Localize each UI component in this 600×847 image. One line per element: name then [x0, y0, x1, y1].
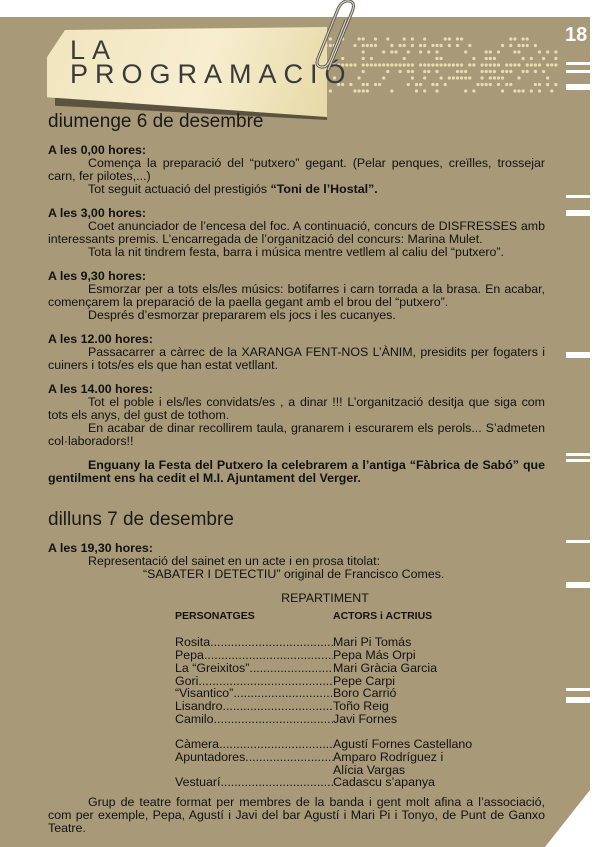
- closing-text: Grup de teatre format per membres de la banda i gent molt afina a l’associació, com per exemple, Pepa, Agustí i Javi del bar Agustí i Mari Pi i Tonyo, de Punt de Ganxo Teatre.: [48, 795, 545, 835]
- pattern-dot: [538, 63, 541, 66]
- pattern-dot: [501, 70, 504, 73]
- actors-header: ACTORS i ACTRIUS: [333, 609, 433, 622]
- pattern-dot: [489, 57, 492, 60]
- pattern-dot: [419, 44, 422, 47]
- pattern-dot: [468, 63, 471, 66]
- pattern-dot: [485, 57, 488, 60]
- pattern-dot: [427, 70, 430, 73]
- edge-tab: [566, 352, 590, 358]
- edge-tab: [566, 70, 590, 73]
- actor-name: Pepe Carpi: [333, 673, 395, 688]
- pattern-dot: [522, 57, 525, 60]
- actor-name: Mari Pi Tomás: [333, 635, 412, 650]
- pattern-dot: [554, 50, 557, 53]
- pattern-dot: [448, 76, 451, 79]
- pattern-dot: [431, 83, 434, 86]
- event-text: Comença la preparació del “putxero” gegant. (Pelar penques, creïlles, trossejar carn, fer pilotes,...): [48, 156, 545, 183]
- pattern-dot: [362, 70, 365, 73]
- pattern-dot: [394, 63, 397, 66]
- actor-name: Pepa Más Orpi: [333, 648, 416, 663]
- actor-name: Alícia Vargas: [333, 762, 406, 777]
- pattern-dot: [460, 37, 463, 40]
- role-name: Vestuarí: [175, 776, 221, 790]
- edge-tab: [566, 210, 590, 216]
- pattern-dot: [513, 37, 516, 40]
- dot-leader: [210, 636, 333, 649]
- pattern-dot: [517, 63, 520, 66]
- pattern-dot: [513, 89, 516, 92]
- day2-schedule: [48, 542, 545, 581]
- pattern-dot: [530, 57, 533, 60]
- pattern-dot: [526, 37, 529, 40]
- cast-row: [175, 751, 505, 764]
- pattern-dot: [374, 83, 377, 86]
- title-line-2: PROGRAMACIÓ: [70, 59, 353, 89]
- pattern-dot: [526, 44, 529, 47]
- pattern-dot: [423, 89, 426, 92]
- cast-row: [175, 662, 505, 675]
- pattern-dot: [427, 63, 430, 66]
- pattern-dot: [394, 50, 397, 53]
- dot-leader: [220, 776, 333, 789]
- pattern-dot: [468, 76, 471, 79]
- dot-leader: [233, 687, 333, 700]
- pattern-dot: [440, 44, 443, 47]
- venue-note: Enguany la Festa del Putxero la celebrarem a l’antiga “Fàbrica de Sabó” que gentilment ens ha cedit el M.I. Ajuntament del Verger.: [48, 458, 545, 485]
- actor-name: Amparo Rodríguez i: [333, 750, 444, 765]
- pattern-dot: [407, 70, 410, 73]
- pattern-dot: [378, 63, 381, 66]
- pattern-dot: [501, 76, 504, 79]
- role-name: Rosita: [175, 636, 211, 650]
- dot-leader: [204, 649, 333, 662]
- pattern-dot: [538, 50, 541, 53]
- pattern-dot: [440, 76, 443, 79]
- pattern-dot: [358, 89, 361, 92]
- pattern-dot: [452, 63, 455, 66]
- pattern-dot: [366, 63, 369, 66]
- pattern-dot: [472, 63, 475, 66]
- pattern-dot: [542, 70, 545, 73]
- pattern-dot: [509, 63, 512, 66]
- pattern-dot: [505, 70, 508, 73]
- pattern-dot: [390, 89, 393, 92]
- title-line-1: LA: [70, 35, 118, 65]
- pattern-dot: [485, 70, 488, 73]
- pattern-dot: [513, 63, 516, 66]
- pattern-dot: [423, 63, 426, 66]
- dot-leader: [245, 751, 333, 764]
- event-time: A les 9,30 hores:: [48, 269, 147, 283]
- pattern-dot: [386, 37, 389, 40]
- pattern-dot: [489, 63, 492, 66]
- pattern-dot: [374, 63, 377, 66]
- event-time: A les 12.00 hores:: [48, 332, 153, 346]
- pattern-dot: [522, 44, 525, 47]
- event-time: A les 0,00 hores:: [48, 143, 147, 157]
- role-name: Camilo: [175, 712, 214, 726]
- event-time: A les 3,00 hores:: [48, 206, 147, 220]
- pattern-dot: [481, 63, 484, 66]
- pattern-dot: [554, 57, 557, 60]
- pattern-dot: [427, 50, 430, 53]
- pattern-dot: [501, 89, 504, 92]
- pattern-dot: [485, 63, 488, 66]
- role-name: Càmera: [175, 738, 220, 752]
- pattern-dot: [403, 37, 406, 40]
- pattern-dot: [382, 63, 385, 66]
- pattern-dot: [431, 44, 434, 47]
- dot-leader: [198, 675, 333, 688]
- event-text: En acabar de dinar recollirem taula, granarem i escurarem els perols... S’admeten col·laboradors!!: [48, 421, 545, 448]
- pattern-dot: [353, 89, 356, 92]
- pattern-dot: [448, 37, 451, 40]
- pattern-dot: [435, 89, 438, 92]
- pattern-dot: [546, 83, 549, 86]
- pattern-dot: [366, 44, 369, 47]
- pattern-dot: [476, 83, 479, 86]
- pattern-dot: [489, 83, 492, 86]
- pattern-dot: [399, 70, 402, 73]
- pattern-dot: [489, 70, 492, 73]
- pattern-dot: [374, 44, 377, 47]
- pattern-dot: [435, 57, 438, 60]
- pattern-dot: [517, 44, 520, 47]
- pattern-dot: [501, 44, 504, 47]
- pattern-dot: [411, 44, 414, 47]
- pattern-dot: [415, 89, 418, 92]
- event-text: Passacarrer a càrrec de la XARANGA FENT-NOS L’ÀNIM, presidits per fogaters i cuiners i tots/es els que han estat vetllant.: [48, 345, 545, 372]
- pattern-dot: [370, 63, 373, 66]
- pattern-dot: [493, 57, 496, 60]
- day1-schedule: [48, 144, 545, 496]
- event-text: Tota la nit tindrem festa, barra i música mentre vetllem al caliu del “putxero”.: [88, 245, 504, 259]
- pattern-dot: [407, 63, 410, 66]
- event: [48, 383, 545, 448]
- pattern-dot: [362, 63, 365, 66]
- pattern-dot: [497, 63, 500, 66]
- pattern-dot: [444, 63, 447, 66]
- edge-tab: [566, 582, 590, 588]
- pattern-dot: [485, 50, 488, 53]
- pattern-dot: [546, 50, 549, 53]
- pattern-dot: [419, 63, 422, 66]
- cast-headers: [175, 610, 505, 623]
- cast-list: [175, 592, 505, 789]
- closing-paragraph: [48, 796, 545, 835]
- edge-tab: [566, 459, 590, 462]
- pattern-dot: [493, 76, 496, 79]
- pattern-dot: [435, 70, 438, 73]
- page-number: 18: [565, 24, 588, 46]
- edge-tab: [566, 453, 590, 456]
- event-time: A les 19,30 hores:: [48, 541, 153, 555]
- actor-name: Toño Reig: [333, 698, 389, 713]
- pattern-dot: [435, 63, 438, 66]
- pattern-dot: [546, 63, 549, 66]
- pattern-dot: [509, 70, 512, 73]
- cast-row: [175, 713, 505, 726]
- pattern-dot: [370, 44, 373, 47]
- event-text: Esmorzar per a tots els/les músics: botifarres i carn torrada a la brasa. En acabar, començarem la preparació de la paella gegant amb el brou del “putxero”.: [48, 282, 545, 309]
- pattern-dot: [497, 76, 500, 79]
- event-text: Coet anunciador de l’encesa del foc. A continuació, concurs de DISFRESSES amb interessants premis. L’encarregada de l’organització del concurs: Marina Mulet.: [48, 219, 545, 246]
- pattern-dot: [456, 70, 459, 73]
- pattern-dot: [366, 83, 369, 86]
- cast-row: [175, 776, 505, 789]
- pattern-dot: [415, 83, 418, 86]
- pattern-dot: [472, 89, 475, 92]
- pattern-dot: [411, 70, 414, 73]
- event-text: Tot seguit actuació del prestigiós “Toni de l’Hostal”.: [88, 182, 378, 196]
- pattern-dot: [509, 44, 512, 47]
- pattern-dot: [444, 83, 447, 86]
- pattern-dot: [489, 50, 492, 53]
- pattern-dot: [517, 76, 520, 79]
- edge-tab: [566, 62, 590, 65]
- pattern-dot: [362, 50, 365, 53]
- performer-name: “Toni de l’Hostal”.: [270, 182, 378, 196]
- pattern-dot: [517, 89, 520, 92]
- event: [48, 207, 545, 259]
- edge-tab: [566, 84, 590, 90]
- pattern-dot: [448, 44, 451, 47]
- pattern-dot: [522, 89, 525, 92]
- edge-tab: [566, 697, 590, 703]
- pattern-dot: [538, 83, 541, 86]
- pattern-dot: [382, 50, 385, 53]
- pattern-dot: [403, 63, 406, 66]
- role-name: Gori: [175, 674, 199, 688]
- pattern-dot: [493, 63, 496, 66]
- actor-name: Javi Fornes: [333, 711, 398, 726]
- pattern-dot: [485, 83, 488, 86]
- pattern-dot: [456, 76, 459, 79]
- pattern-dot: [505, 83, 508, 86]
- pattern-dot: [419, 83, 422, 86]
- pattern-dot: [440, 57, 443, 60]
- dot-leader: [214, 713, 333, 726]
- pattern-dot: [472, 57, 475, 60]
- pattern-dot: [407, 50, 410, 53]
- pattern-dot: [538, 89, 541, 92]
- pattern-dot: [423, 44, 426, 47]
- pattern-dot: [546, 76, 549, 79]
- pattern-dot: [403, 57, 406, 60]
- pattern-dot: [534, 63, 537, 66]
- pattern-dot: [550, 89, 553, 92]
- event-text: Tot el poble i els/les convidats/es , a dinar !!! L’organització desitja que siga com tots els anys, del gust de tothom.: [48, 395, 545, 422]
- pattern-dot: [554, 83, 557, 86]
- pattern-dot: [526, 70, 529, 73]
- pattern-dot: [399, 63, 402, 66]
- event-time: A les 14.00 hores:: [48, 382, 153, 396]
- pattern-dot: [444, 37, 447, 40]
- pattern-dot: [522, 37, 525, 40]
- pattern-dot: [435, 44, 438, 47]
- role-name: Apuntadores: [175, 751, 246, 764]
- pattern-dot: [464, 70, 467, 73]
- pattern-dot: [497, 83, 500, 86]
- pattern-dot: [423, 70, 426, 73]
- pattern-dot: [411, 37, 414, 40]
- pattern-dot: [382, 76, 385, 79]
- actor-name: Cadascu s’apanya: [333, 775, 435, 790]
- pattern-dot: [374, 37, 377, 40]
- pattern-dot: [411, 63, 414, 66]
- pattern-dot: [513, 50, 516, 53]
- edge-tab: [566, 540, 590, 543]
- pattern-dot: [526, 63, 529, 66]
- day-heading: diumenge 6 de desembre: [48, 111, 264, 132]
- pattern-dot: [370, 57, 373, 60]
- pattern-dot: [390, 63, 393, 66]
- dot-leader: [249, 662, 333, 675]
- pattern-dot: [448, 63, 451, 66]
- pattern-dot: [530, 63, 533, 66]
- actor-name: Mari Gràcia Garcia: [333, 660, 437, 675]
- pattern-dot: [456, 37, 459, 40]
- pattern-dot: [423, 37, 426, 40]
- pattern-dot: [440, 63, 443, 66]
- pattern-dot: [534, 44, 537, 47]
- pattern-dot: [419, 50, 422, 53]
- pattern-dot: [362, 83, 365, 86]
- pattern-dot: [493, 70, 496, 73]
- pattern-dot: [456, 44, 459, 47]
- pattern-dot: [362, 57, 365, 60]
- play-title: “SABATER I DETECTIU” original de Francisco Comes.: [143, 567, 445, 581]
- pattern-dot: [390, 50, 393, 53]
- pattern-dot: [464, 89, 467, 92]
- pattern-dot: [464, 76, 467, 79]
- pattern-dot: [509, 37, 512, 40]
- pattern-dot: [481, 83, 484, 86]
- pattern-dot: [460, 76, 463, 79]
- dot-leader: [219, 738, 333, 751]
- pattern-dot: [435, 83, 438, 86]
- pattern-dot: [362, 44, 365, 47]
- role-name: “Visantico”: [175, 687, 234, 700]
- role-name: Lisandro: [175, 699, 223, 713]
- actor-name: Agustí Fornes Castellano: [333, 737, 473, 752]
- pattern-dot: [489, 76, 492, 79]
- pattern-dot: [460, 63, 463, 66]
- event: [48, 333, 545, 372]
- pattern-dot: [362, 37, 365, 40]
- pattern-dot: [362, 89, 365, 92]
- pattern-dot: [522, 70, 525, 73]
- dot-leader: [223, 700, 333, 713]
- pattern-dot: [411, 76, 414, 79]
- pattern-dot: [456, 63, 459, 66]
- pattern-dot: [542, 57, 545, 60]
- event-text: Després d’esmorzar prepararem els jocs i les cucanyes.: [88, 308, 396, 322]
- role-name: La “Greixitos”: [175, 661, 250, 675]
- pattern-dot: [399, 44, 402, 47]
- cast-row: [175, 649, 505, 662]
- actor-name: Boro Carrió: [333, 686, 397, 701]
- edge-tab: [566, 195, 590, 198]
- pattern-dot: [452, 76, 455, 79]
- pattern-dot: [358, 76, 361, 79]
- event: [48, 144, 545, 196]
- pattern-dot: [481, 76, 484, 79]
- pattern-dot: [386, 63, 389, 66]
- roles-header: PERSONATGES: [175, 609, 255, 622]
- pattern-dot: [464, 50, 467, 53]
- pattern-dot: [460, 70, 463, 73]
- pattern-dot: [431, 63, 434, 66]
- event-text: Representació del sainet en un acte i en prosa titolat:: [88, 554, 381, 568]
- pattern-dot: [497, 50, 500, 53]
- cast-title: REPARTIMENT: [281, 591, 369, 605]
- pattern-dot: [534, 83, 537, 86]
- pattern-dot: [468, 44, 471, 47]
- pattern-dot: [534, 70, 537, 73]
- pattern-dot: [407, 83, 410, 86]
- pattern-dot: [550, 63, 553, 66]
- edge-tab: [566, 688, 590, 691]
- pattern-dot: [403, 44, 406, 47]
- event: [48, 270, 545, 322]
- pattern-dot: [366, 89, 369, 92]
- pattern-dot: [390, 44, 393, 47]
- role-name: Pepa: [175, 649, 204, 662]
- pattern-dot: [517, 50, 520, 53]
- pattern-dot: [554, 63, 557, 66]
- pattern-dot: [505, 63, 508, 66]
- pattern-dot: [378, 83, 381, 86]
- cast-row: [175, 700, 505, 713]
- pattern-dot: [509, 83, 512, 86]
- day-heading: dilluns 7 de desembre: [48, 509, 234, 530]
- pattern-dot: [386, 70, 389, 73]
- pattern-dot: [423, 76, 426, 79]
- paperclip-icon: [300, 0, 360, 75]
- pattern-dot: [435, 50, 438, 53]
- pattern-dot: [481, 70, 484, 73]
- pattern-dot: [530, 89, 533, 92]
